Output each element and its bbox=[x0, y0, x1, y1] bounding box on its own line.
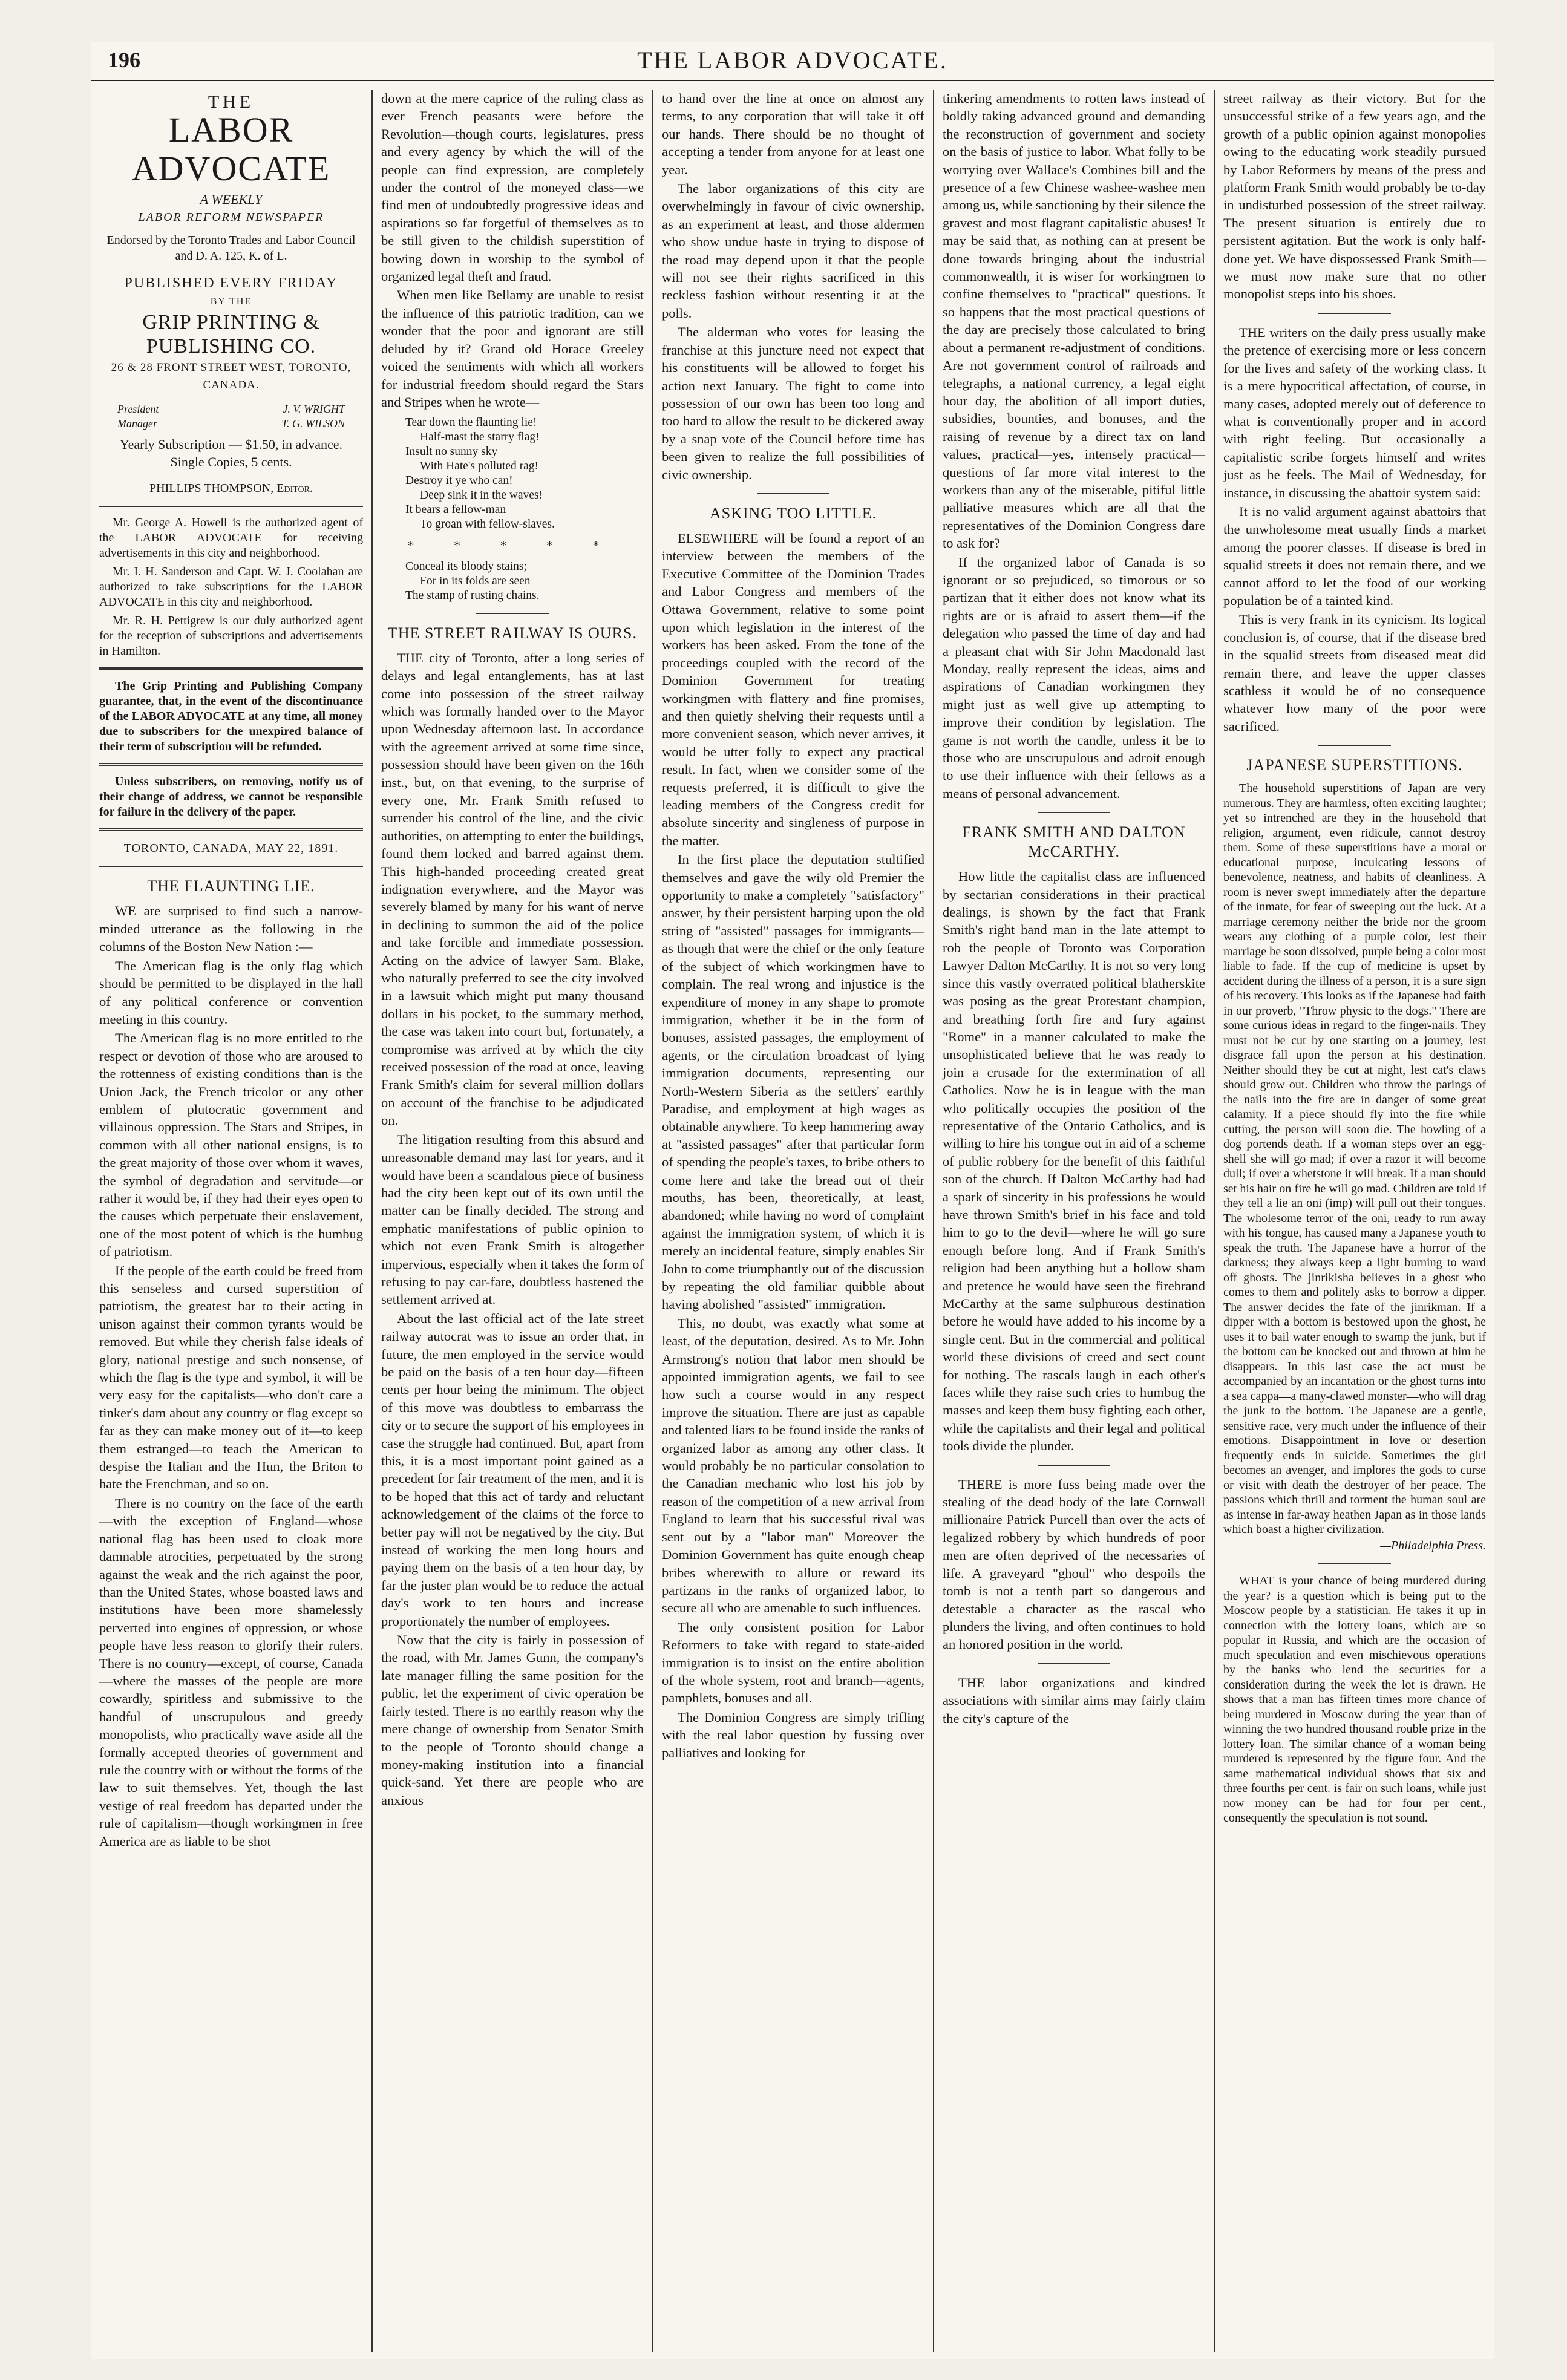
paragraph: ELSEWHERE will be found a report of an interview between the members of the Executive Committee of the Dominion Trades and Labor Congress and members of the Ottawa Government, relative to some point upon which legislation in the interest of the workers has been asked. From the tone of the proceedings coupled with the record of the Dominion Government for treating workingmen with flattery and fine promises, and then quietly shelving their requests until a more convenient season, which never arrives, it would be utter folly to expect any practical result. In fact, when we consider some of the requests preferred, it is difficult to give the leading members of the Congress credit for absolute sincerity and singleness of purpose in the matter. bbox=[662, 530, 924, 848]
masthead-published: PUBLISHED EVERY FRIDAY bbox=[124, 275, 338, 292]
agent-notice: Mr. I. H. Sanderson and Capt. W. J. Coolahan are authorized to take subscriptions for the LABOR ADVOCATE in this city and neighborhood. bbox=[99, 565, 363, 609]
divider bbox=[1038, 1465, 1110, 1466]
column-5 bbox=[1214, 90, 1494, 2352]
paragraph: THE writers on the daily press usually make the pretence of exercising more or less concern for the lives and safety of the working class. It is a mere hypocritical affectation, of course, in many cases, adopted merely out of deference to what is conventionally proper and in accord with right feeling. But occasionally a capitalistic scribe forgets himself and writes just as he feels. The Mail of Wednesday, for instance, in discussing the abattoir system said: bbox=[1223, 324, 1486, 500]
masthead-the: THE bbox=[208, 92, 255, 112]
article-title-asking-too-little: ASKING TOO LITTLE. bbox=[709, 504, 877, 522]
divider bbox=[1318, 745, 1391, 746]
paragraph: The litigation resulting from this absurd and unreasonable demand may last for years, and it would have been a scandalous piece of business had the city been kept out of its own until the matter can be finally decided. The strong and emphatic manifestations of public opinion to which not even Frank Smith is altogether impervious, especially when it takes the form of refusing to pay car-fare, doubtless hastened the settlement arrived at. bbox=[381, 1131, 644, 1307]
poem-line: It bears a fellow-man bbox=[405, 503, 506, 517]
paragraph: tinkering amendments to rotten laws instead of boldly taking advanced ground and demanding the reconstruction of government and society on the basis of justice to labor. What folly to be worrying over Wallace's Combines bill and the presence of a few Chinese washee-washee men among us, while sanctioning by their silence the gravest and most flagrant capitalistic abuses! It may be said that, as nothing can at present be done towards bringing about the industrial commonwealth, it is wiser for workingmen to confine themselves to "practical" questions. It so happens that the most practical questions of the day are precisely those calculated to bring about a permanent re-adjustment of conditions. Are not government control of railroads and telegraphs, a national currency, a legal eight hour day, the abolition of all import duties, subsidies, bounties, and bonuses, and the raising of revenue by a direct tax on land values, practical—yes, intensely practical—questions of far more vital interest to the workers than any of the miserable, pitiful little palliative measures which are all that the representatives of the Dominion Congress dare to ask for? bbox=[943, 91, 1205, 551]
divider bbox=[99, 763, 363, 766]
paragraph: If the people of the earth could be freed from this senseless and cursed superstition of patriotism, the greatest bar to their acting in unison against their common tyrants would be removed. But while they cherish false ideals of glory, national prestige and such nonsense, of which the flag is the type and symbol, it will be very easy for the capitalists—who don't care a tinker's dam about any country or flag except so far as they can make money out of it—to keep them estranged—to teach the American to despise the Italian and the Hun, the Briton to hate the Frenchman, and so on. bbox=[99, 1263, 363, 1492]
source-credit: —Philadelphia Press. bbox=[1380, 1538, 1486, 1552]
newspaper-page bbox=[91, 42, 1494, 2359]
paragraph: When men like Bellamy are unable to resist the influence of this patriotic tradition, can we wonder that the poor and ignorant are still deluded by it? Grand old Horace Greeley voiced the sentiments with which all workers for industrial freedom should regard the Stars and Stripes when he wrote— bbox=[381, 287, 644, 410]
paragraph: The household superstitions of Japan are very numerous. They are harmless, often exciting laughter; yet so intrenched are they in the household that religion, argument, even ridicule, cannot destroy them. Some of these superstitions have a moral or educational purpose, inculcating lessons of benevolence, neatness, and habits of cleanliness. A room is never swept immediately after the departure of the inmate, for fear of sweeping out the luck. At a marriage ceremony neither the bride nor the groom wears any clothing of a purple color, lest their marriage be soon dissolved, purple being a color most liable to fade. If the cup of medicine is upset by accident during the illness of a person, it is a sure sign of his recovery. This looks as if the Japanese had faith in our proverb, "Throw physic to the dogs." There are some curious ideas in regard to the finger-nails. They must not be cut by one starting on a journey, lest disgrace fall upon the person at his destination. Neither should they be cut at night, lest cat's claws should grow out. Children who throw the parings of the nails into the fire are in danger of some great calamity. If a piece should fly into the fire while cutting, the person will soon die. The howling of a dog portends death. If a woman steps over an egg-shell she will go mad; if over a razor it will become dull; if over a whetstone it will break. If a man should set his hair on fire he will go mad. Children are told if they tell a lie an oni (imp) will pull out their tongues. The wholesome terror of the oni, ready to run away with his tongue, has caused many a Japanese youth to speak the truth. The Japanese have a horror of the darkness; they always keep a light burning to ward off ghosts. The jinrikisha believes in a ghost who comes to them and politely asks to borrow a dipper. The answer decides the fate of the jinrikman. If a dipper with a bottom is bestowed upon the ghost, he uses it to bail water enough to swamp the junk, but if the bottom can be knocked out and thrown at him he disappears. In this last case the act must be accompanied by an incantation or the ghost turns into a sea cappa—a many-clawed monster—who will drag the junk to the bottom. The Japanese are a gentle, sensitive race, very much under the influence of their emotions. Disappointment in love or desertion frequently ends in suicide. Sometimes the girl becomes an avenger, and implores the gods to curse or visit with death the destroyer of her peace. The passions which thrill and torment the human soul are as intense in far-away heathen Japan as in those lands which boast a higher civilization. bbox=[1223, 782, 1486, 1537]
paragraph: Now that the city is fairly in possession of the road, with Mr. James Gunn, the company's late manager filling the same position for the public, let the experiment of civic operation be fairly tested. There is no earthly reason why the mere change of ownership from Senator Smith to the people of Toronto should change a money-making institution into a financial quick-sand. Yet there are people who are anxious bbox=[381, 1632, 644, 1808]
president-name: J. V. WRIGHT bbox=[283, 402, 345, 415]
column-2 bbox=[371, 90, 652, 2352]
asterisk-row: * * * * * bbox=[407, 538, 618, 554]
agent-notice: Mr. George A. Howell is the authorized agent of the LABOR ADVOCATE for receiving advertisements in this city and neighborhood. bbox=[99, 516, 363, 560]
article-title-street-railway: THE STREET RAILWAY IS OURS. bbox=[388, 624, 637, 642]
masthead-manager-row bbox=[99, 416, 363, 431]
paragraph: The only consistent position for Labor Reformers to take with regard to state-aided immigration is to insist on the entire abolition of the whole system, root and branch—agents, pamphlets, bonuses and all. bbox=[662, 1619, 924, 1706]
poem-line: Destroy it ye who can! bbox=[405, 474, 513, 488]
article-title-frank-smith: FRANK SMITH AND DALTON McCARTHY. bbox=[962, 823, 1186, 861]
poem-line: For in its folds are seen bbox=[420, 574, 531, 587]
removal-text: Unless subscribers, on removing, notify us of their change of address, we cannot be responsible for failure in the delivery of the paper. bbox=[99, 775, 363, 819]
paragraph: The American flag is no more entitled to the respect or devotion of those who are aroused to the rottenness of existing conditions than is the Union Jack, the French tricolor or any other emblem of plutocratic government and villainous oppression. The Stars and Stripes, in common with all other national ensigns, is to the great majority of those over whom it waves, the symbol of degradation and servitude—or rather it would be, if they had their eyes open to the causes which perpetuate their enslavement, one of the most potent of which is the humbug of patriotism. bbox=[99, 1030, 363, 1260]
paragraph: THE city of Toronto, after a long series of delays and legal entanglements, has at last come into possession of the street railway which was formally handed over to the Mayor upon Wednesday afternoon last. In accordance with the agreement arrived at some time since, possession should have been given on the 16th inst., but, on that evening, to the surprise of every one, Mr. Frank Smith refused to surrender his control of the line, and the civic authorities, on attempting to enter the buildings, found them locked and barred against them. This high-handed proceeding created great indignation everywhere, and the Mayor was severely blamed by many for his want of nerve in declining to summon the aid of the police and take forcible and immediate possession. Acting on the advice of lawyer Sam. Blake, who naturally preferred to see the city involved in a lawsuit which might put many thousand dollars in his pocket, to the summary method, the case was taken into court but, fortunately, a compromise was arrived at by which the city received possession of the road at once, leaving Frank Smith's claim for several million dollars on account of the franchise to be adjudicated on. bbox=[381, 650, 644, 1128]
poem-line: Half-mast the starry flag! bbox=[420, 431, 540, 444]
paragraph: The Dominion Congress are simply trifling with the real labor question by fussing over palliatives and looking for bbox=[662, 1709, 924, 1760]
divider bbox=[1038, 812, 1110, 813]
poem-stanza-2 bbox=[405, 560, 644, 603]
paragraph: to hand over the line at once on almost any terms, to any corporation that will take it off our hands. There should be no thought of accepting a tender from anyone for at least one year. bbox=[662, 91, 924, 177]
poem-line: The stamp of rusting chains. bbox=[405, 589, 540, 602]
editor-line: PHILLIPS THOMPSON, Editor. bbox=[149, 481, 313, 495]
paragraph: If the organized labor of Canada is so ignorant or so prejudiced, so timorous or so partizan that it either does not know what its rights are or is afraid to assert them—if the delegation who passed the time of day and had a pleasant chat with Sir John Macdonald last Monday, really represent the ideas, aims and aspirations of Canadian workingmen they might just as well give up attempting to improve their condition by legislation. The game is not worth the candle, unless it be to those who are unscrupulous and adroit enough to use their influence with their fellows as a means of personal advancement. bbox=[943, 554, 1205, 801]
manager-label: Manager bbox=[117, 417, 157, 430]
masthead-by: BY THE bbox=[210, 296, 252, 307]
divider bbox=[99, 866, 363, 867]
paragraph: THE labor organizations and kindred associations with similar aims may fairly claim the city's capture of the bbox=[943, 1675, 1205, 1726]
paragraph: The alderman who votes for leasing the franchise at this juncture need not expect that his constituents will be allowed to forget his action next January. The fight to come into possession of our own has been too long and too hard to allow the result to be dickered away by a snap vote of the Council before time has been given to realize the full possibilities of civic ownership. bbox=[662, 324, 924, 482]
divider bbox=[99, 506, 363, 507]
paragraph: The American flag is the only flag which should be permitted to be displayed in the hall of any political conference or convention meeting in this country. bbox=[99, 958, 363, 1027]
columns bbox=[91, 90, 1494, 2352]
poem-stanza-1 bbox=[405, 416, 644, 532]
poem-line: Conceal its bloody stains; bbox=[405, 560, 527, 573]
dateline: TORONTO, CANADA, MAY 22, 1891. bbox=[123, 842, 339, 855]
masthead-weekly: A WEEKLY bbox=[200, 192, 263, 208]
poem-line: Deep sink it in the waves! bbox=[420, 489, 543, 502]
page-number: 196 bbox=[108, 48, 140, 72]
masthead-president-row bbox=[99, 402, 363, 416]
poem-line: To groan with fellow-slaves. bbox=[420, 518, 555, 531]
agent-notice: Mr. R. H. Pettigrew is our duly authorized agent for the reception of subscriptions and advertisements in Hamilton. bbox=[99, 614, 363, 658]
divider bbox=[99, 667, 363, 670]
divider bbox=[476, 613, 549, 614]
paragraph: How little the capitalist class are influenced by sectarian considerations in their practical dealings, is shown by the fact that Frank Smith's right hand man in the late attempt to rob the people of Toronto was Corporation Lawyer Dalton McCarthy. It is not so very long since this vastly overrated political blatherskite was posing as the great Protestant champion, and breathing forth fire and fury against "Rome" in a manner calculated to make the unsophisticated believe that he was ready to join a crusade for the extermination of all Catholics. Now he is in league with the man who politically occupies the position of the representative of the Ontario Catholics, and is willing to hire his tongue out in aid of a scheme of public robbery for the benefit of this faithful son of the church. If Dalton McCarthy had had a spark of sincerity in his professions he would have thrown Smith's brief in his face and told him to go to the devil—where he will go sure enough before long. And if Frank Smith's religion had been anything but a hollow sham and pretence he would have seen the firebrand McCarthy at the same sulphurous destination before he would have added to his income by a single cent. But in the commercial and political world these divisions of creed and sect count for nothing. The rascals laugh in each other's faces while they raise such cries to humbug the masses and keep them busy fighting each other, while the capitalists and their legal and political tools divide the plunder. bbox=[943, 869, 1205, 1454]
paragraph: street railway as their victory. But for the unsuccessful strike of a few years ago, and the growth of a public opinion against monopolies owing to the educating work steadily pursued by Labor Reformers by means of the press and platform Frank Smith would probably be to-day in undisturbed possession of the street railway. The present situation is entirely due to persistent agitation. But the work is only half-done yet. We have dispossessed Frank Smith—we must now make sure that no other monopolist steps into his shoes. bbox=[1223, 91, 1486, 302]
paragraph: There is no country on the face of the earth—with the exception of England—whose national flag has been used to cloak more damnable atrocities, perpetuated by the strong against the weak and the rich against the poor, than the United States, whose boasted laws and institutions have been more shamelessly perverted into engines of oppression, or whose people have less reason to glorify their rulers. There is no country—except, of course, Canada—where the masses of the people are more cowardly, spiritless and submissive to the handful of unscrupulous and greedy monopolists, who practically wave aside all the formally accepted theories of government and rule the country with or without the forms of the law to suit themselves. Yet, though the last vestige of real freedom has departed under the rule of capitalism—though workingmen in free America are as liable to be shot bbox=[99, 1495, 363, 1849]
removal-notice bbox=[99, 774, 363, 820]
column-3 bbox=[652, 90, 933, 2352]
masthead bbox=[99, 90, 363, 497]
poem-line: Insult no sunny sky bbox=[405, 445, 498, 459]
paragraph: The labor organizations of this city are overwhelmingly in favour of civic ownership, as an experiment at least, and those aldermen who show undue haste in trying to dispose of the road may depend upon it that the people will not see their rights sacrificed in this reckless fashion without resenting it at the polls. bbox=[662, 181, 924, 321]
paragraph: WHAT is your chance of being murdered during the year? is a question which is being put to the Moscow people by a statistician. He takes it up in connection with the lottery loans, which are so popular in Russia, and which are the occasion of much speculation and even mischievous operations by the banks who lend the securities for a consideration during the week the lot is drawn. He shows that a man has fifteen times more chance of being murdered in Moscow during the year than of winning the two hundred thousand rouble prize in the lottery loan. The similar chance of a woman being murdered is represented by the figure four. And the same mathematical individual shows that six and three fourths per cent. is fair on such loans, while just now money can be had for four per cent., consequently the speculation is not sound. bbox=[1223, 1574, 1486, 1825]
paragraph: This is very frank in its cynicism. Its logical conclusion is, of course, that if the disease bred in the squalid streets from diseased meat did remain there, and leave the upper classes scathless it would be of no consequence whatever how many of the poor were sacrificed. bbox=[1223, 612, 1486, 734]
single-copies: Single Copies, 5 cents. bbox=[170, 454, 292, 470]
lottery-article-body bbox=[1223, 1574, 1486, 1826]
masthead-address: 26 & 28 FRONT STREET WEST, TORONTO, CANADA. bbox=[111, 361, 352, 392]
paragraph: This, no doubt, was exactly what some at least, of the deputation, desired. As to Mr. John Armstrong's notion that labor men should be appointed immigration agents, we fail to see how such a course would in any respect improve the situation. There are just as capable and talented liars to be found inside the ranks of organized labor as among any other class. It would probably be no particular consolation to the Canadian mechanic who lost his job by reason of the competition of a new arrival from England to learn that his successful rival was sent out by a "labor man" Moreover the Dominion Government has quite enough cheap bribes wherewith to allure or reward its partizans in the ranks of organized labor, to secure all who are amenable to such influences. bbox=[662, 1315, 924, 1616]
poem-line: Tear down the flaunting lie! bbox=[405, 416, 537, 430]
paragraph: down at the mere caprice of the ruling class as ever French peasants were before the Revolution—though courts, legislatures, press and every agency by which the will of the people can find expression, are completely under the control of the moneyed class—we find men of undoubtedly progressive ideas and aspirations so far forgetful of themselves as to be still given to the childish superstition of bowing down in worship to the symbol of organized legal theft and fraud. bbox=[381, 91, 644, 284]
agents-notice bbox=[99, 515, 363, 659]
guarantee-text: The Grip Printing and Publishing Company guarantee, that, in the event of the discontinuance of the LABOR ADVOCATE at any time, all money due to subscribers for the unexpired balance of their term of subscription will be refunded. bbox=[99, 679, 363, 754]
masthead-endorsed: Endorsed by the Toronto Trades and Labor Council and D. A. 125, K. of L. bbox=[106, 234, 356, 263]
paragraph: In the first place the deputation stultified themselves and gave the wily old Premier the opportunity to make a completely "satisfactory" answer, by their persistent harping upon the old string of "assisted" passages for immigrants—as though that were the chief or the only feature of the subject of which workingmen have to complain. The real wrong and injustice is the expenditure of money in any shape to promote immigration, whether it be in the form of bonuses, assisted passages, the employment of agents, or the circulation broadcast of lying immigration documents, representing our North-Western Siberia as the settlers' earthly Paradise, and employment at high wages as obtainable anywhere. To keep hammering away at "assisted passages" after that particular form of spending the people's taxes, to bribe others to come here and take the bread out of their mouths, has been, theoretically, at least, abandoned; while having no word of complaint against the immigration system, of which it is merely an incidental feature, simply enables Sir John to come triumphantly out of the discussion by repeating the old familiar quibble about having abolished "assisted" immigration. bbox=[662, 852, 924, 1312]
guarantee-notice bbox=[99, 679, 363, 754]
quoted-paragraph: It is no valid argument against abattoirs that the unwholesome meat usually finds a market among the poorer classes. If disease is bred in squalid streets it does not remain there, and we cannot afford to let the food of our working population be of a tainted kind. bbox=[1223, 503, 1486, 608]
article-title-japanese-superstitions: JAPANESE SUPERSTITIONS. bbox=[1246, 756, 1463, 774]
divider bbox=[1038, 1663, 1110, 1664]
running-title: THE LABOR ADVOCATE. bbox=[637, 47, 948, 74]
divider bbox=[757, 493, 829, 494]
article-title-flaunting-lie: THE FLAUNTING LIE. bbox=[147, 877, 315, 895]
president-label: President bbox=[117, 402, 159, 415]
masthead-title: LABOR ADVOCATE bbox=[131, 110, 331, 189]
column-4 bbox=[933, 90, 1214, 2352]
divider bbox=[1318, 313, 1391, 314]
masthead-subtitle: LABOR REFORM NEWSPAPER bbox=[138, 210, 324, 224]
paragraph: THERE is more fuss being made over the stealing of the dead body of the late Cornwall millionaire Patrick Purcell than over the acts of legalized robbery by which hundreds of poor men are often deprived of the necessaries of life. A graveyard "ghoul" who despoils the tomb is not a tenth part so dangerous and detestable a character as the rascal who plunders the living, and often continues to hold an honored position in the world. bbox=[943, 1476, 1205, 1652]
subscription-rate: Yearly Subscription — $1.50, in advance. bbox=[119, 436, 343, 452]
column-1 bbox=[91, 90, 371, 2352]
manager-name: T. G. WILSON bbox=[281, 417, 345, 430]
divider bbox=[99, 828, 363, 831]
poem-line: With Hate's polluted rag! bbox=[420, 460, 539, 473]
divider bbox=[1318, 1563, 1391, 1564]
japanese-superstitions-body bbox=[1223, 781, 1486, 1553]
masthead-company: GRIP PRINTING & PUBLISHING CO. bbox=[142, 311, 320, 358]
paragraph: About the last official act of the late street railway autocrat was to issue an order that, in future, the men employed in the service would be paid on the basis of a ten hour day—fifteen cents per hour being the minimum. The object of this move was doubtless to embarrass the city or to secure the support of his employees in case the struggle had continued. But, apart from this, it is a most important point gained as a precedent for fair treatment of the men, and it is to be hoped that this act of tardy and reluctant acknowledgement of the claims of the force to better pay will not be negatived by the city. But instead of working the men long hours and paying them on the basis of a ten hour day, by far the juster plan would be to reduce the actual day's work to ten hours and increase proportionately the number of employees. bbox=[381, 1310, 644, 1629]
running-head bbox=[91, 42, 1494, 81]
paragraph: WE are surprised to find such a narrow-minded utterance as the following in the columns of the Boston New Nation :— bbox=[99, 903, 363, 955]
